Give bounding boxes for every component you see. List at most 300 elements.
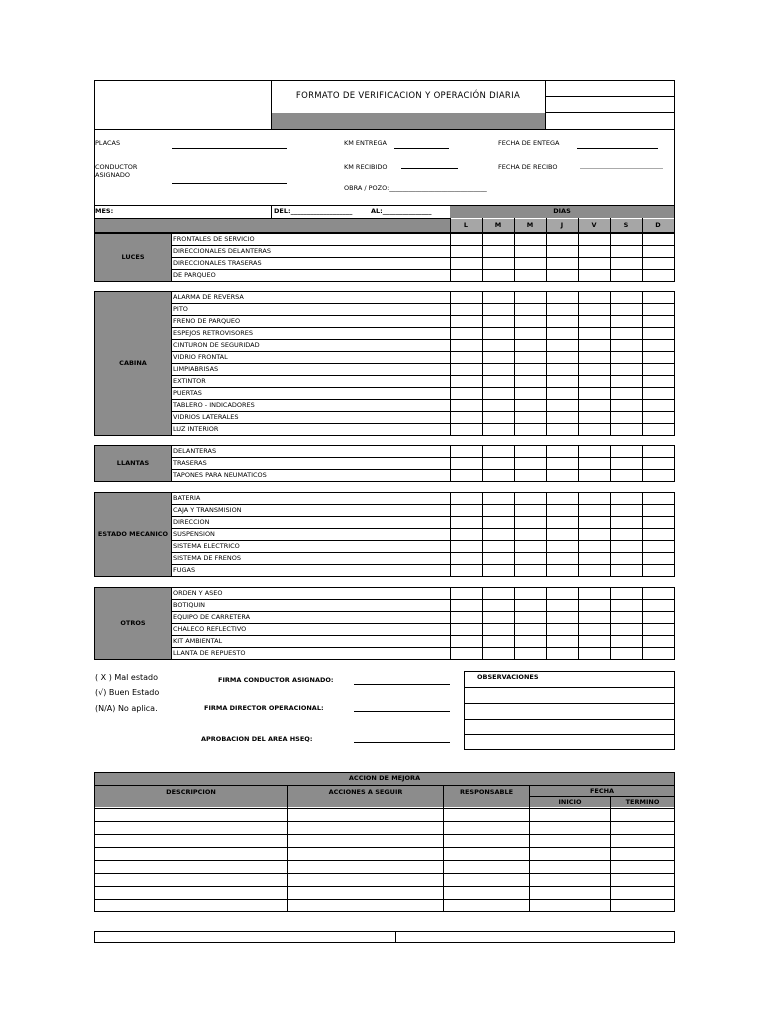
day-check-cell[interactable] bbox=[515, 388, 547, 400]
firma-conductor-line[interactable] bbox=[354, 684, 450, 685]
day-check-cell[interactable] bbox=[483, 470, 515, 482]
day-check-cell[interactable] bbox=[515, 446, 547, 458]
day-check-cell[interactable] bbox=[643, 258, 675, 270]
day-check-cell[interactable] bbox=[611, 258, 643, 270]
day-check-cell[interactable] bbox=[547, 565, 579, 577]
day-check-cell[interactable] bbox=[515, 400, 547, 412]
day-check-cell[interactable] bbox=[451, 364, 483, 376]
day-check-cell[interactable] bbox=[579, 541, 611, 553]
day-check-cell[interactable] bbox=[611, 493, 643, 505]
km-recibido-field[interactable] bbox=[401, 168, 458, 169]
day-check-cell[interactable] bbox=[515, 412, 547, 424]
day-check-cell[interactable] bbox=[451, 328, 483, 340]
day-check-cell[interactable] bbox=[547, 234, 579, 246]
day-check-cell[interactable] bbox=[515, 588, 547, 600]
day-check-cell[interactable] bbox=[643, 316, 675, 328]
day-check-cell[interactable] bbox=[451, 424, 483, 436]
day-check-cell[interactable] bbox=[611, 246, 643, 258]
day-check-cell[interactable] bbox=[451, 304, 483, 316]
day-check-cell[interactable] bbox=[579, 258, 611, 270]
day-check-cell[interactable] bbox=[579, 470, 611, 482]
day-check-cell[interactable] bbox=[611, 388, 643, 400]
day-check-cell[interactable] bbox=[579, 412, 611, 424]
day-check-cell[interactable] bbox=[483, 541, 515, 553]
day-check-cell[interactable] bbox=[451, 258, 483, 270]
day-header-2: M bbox=[526, 221, 534, 229]
day-check-cell[interactable] bbox=[579, 624, 611, 636]
day-check-cell[interactable] bbox=[611, 270, 643, 282]
day-check-cell[interactable] bbox=[643, 304, 675, 316]
day-check-cell[interactable] bbox=[579, 612, 611, 624]
day-check-cell[interactable] bbox=[611, 505, 643, 517]
day-check-cell[interactable] bbox=[579, 565, 611, 577]
day-check-cell[interactable] bbox=[579, 376, 611, 388]
day-check-cell[interactable] bbox=[579, 424, 611, 436]
day-check-cell[interactable] bbox=[611, 600, 643, 612]
mejora-row-line bbox=[94, 834, 675, 835]
day-check-cell[interactable] bbox=[643, 565, 675, 577]
day-check-cell[interactable] bbox=[547, 529, 579, 541]
checklist-item-label: TABLERO - INDICADORES bbox=[172, 400, 451, 412]
day-check-cell[interactable] bbox=[483, 292, 515, 304]
day-check-cell[interactable] bbox=[643, 376, 675, 388]
day-check-cell[interactable] bbox=[643, 636, 675, 648]
mejora-row-line bbox=[94, 873, 675, 874]
day-check-cell[interactable] bbox=[515, 541, 547, 553]
checklist-item-label: BOTIQUIN bbox=[172, 600, 451, 612]
day-check-cell[interactable] bbox=[483, 612, 515, 624]
day-check-cell[interactable] bbox=[547, 246, 579, 258]
day-check-cell[interactable] bbox=[483, 246, 515, 258]
observaciones-line[interactable] bbox=[464, 719, 675, 720]
day-check-cell[interactable] bbox=[643, 493, 675, 505]
day-check-cell[interactable] bbox=[611, 612, 643, 624]
aprobacion-hseq-line[interactable] bbox=[354, 742, 450, 743]
checklist-row bbox=[95, 553, 675, 565]
day-check-cell[interactable] bbox=[611, 553, 643, 565]
day-check-cell[interactable] bbox=[611, 446, 643, 458]
day-check-cell[interactable] bbox=[483, 340, 515, 352]
day-check-cell[interactable] bbox=[547, 316, 579, 328]
day-check-cell[interactable] bbox=[451, 400, 483, 412]
day-check-cell[interactable] bbox=[483, 400, 515, 412]
checklist-row bbox=[95, 424, 675, 436]
day-check-cell[interactable] bbox=[579, 304, 611, 316]
day-check-cell[interactable] bbox=[643, 648, 675, 660]
day-check-cell[interactable] bbox=[451, 541, 483, 553]
day-check-cell[interactable] bbox=[579, 270, 611, 282]
header-divider-right bbox=[545, 80, 546, 130]
day-check-cell[interactable] bbox=[579, 234, 611, 246]
day-check-cell[interactable] bbox=[483, 553, 515, 565]
checklist-item-label: SISTEMA ELECTRICO bbox=[172, 541, 451, 553]
day-divider bbox=[642, 218, 643, 233]
day-check-cell[interactable] bbox=[643, 529, 675, 541]
day-check-cell[interactable] bbox=[611, 424, 643, 436]
footer-box bbox=[94, 931, 675, 943]
day-check-cell[interactable] bbox=[451, 246, 483, 258]
day-check-cell[interactable] bbox=[483, 529, 515, 541]
day-check-cell[interactable] bbox=[643, 400, 675, 412]
day-check-cell[interactable] bbox=[451, 388, 483, 400]
checklist-row bbox=[95, 529, 675, 541]
checklist-item-label: DIRECCIONALES TRASERAS bbox=[172, 258, 451, 270]
day-check-cell[interactable] bbox=[515, 493, 547, 505]
day-check-cell[interactable] bbox=[547, 553, 579, 565]
day-check-cell[interactable] bbox=[483, 493, 515, 505]
day-check-cell[interactable] bbox=[643, 412, 675, 424]
km-entrega-label: KM ENTREGA bbox=[344, 139, 387, 147]
observaciones-line[interactable] bbox=[464, 703, 675, 704]
checklist-item-label: SISTEMA DE FRENOS bbox=[172, 553, 451, 565]
day-check-cell[interactable] bbox=[547, 493, 579, 505]
day-check-cell[interactable] bbox=[451, 600, 483, 612]
placas-field[interactable] bbox=[172, 148, 287, 149]
fecha-recibo-field[interactable] bbox=[580, 168, 663, 169]
footer-divider bbox=[395, 931, 396, 943]
mejora-row-line bbox=[94, 808, 675, 809]
day-check-cell[interactable] bbox=[515, 246, 547, 258]
day-check-cell[interactable] bbox=[547, 270, 579, 282]
termino-header: TERMINO bbox=[625, 798, 660, 806]
mejora-title: ACCION DE MEJORA bbox=[348, 774, 421, 782]
day-check-cell[interactable] bbox=[643, 446, 675, 458]
day-check-cell[interactable] bbox=[483, 424, 515, 436]
day-check-cell[interactable] bbox=[643, 328, 675, 340]
day-check-cell[interactable] bbox=[483, 517, 515, 529]
observaciones-label: OBSERVACIONES bbox=[477, 673, 539, 681]
day-check-cell[interactable] bbox=[579, 588, 611, 600]
checklist-item-label: ALARMA DE REVERSA bbox=[172, 292, 451, 304]
day-check-cell[interactable] bbox=[547, 412, 579, 424]
checklist-row bbox=[95, 458, 675, 470]
day-check-cell[interactable] bbox=[451, 316, 483, 328]
checklist-item-label: LIMPIABRISAS bbox=[172, 364, 451, 376]
day-check-cell[interactable] bbox=[547, 517, 579, 529]
day-check-cell[interactable] bbox=[515, 292, 547, 304]
day-check-cell[interactable] bbox=[611, 292, 643, 304]
day-check-cell[interactable] bbox=[515, 517, 547, 529]
day-check-cell[interactable] bbox=[611, 340, 643, 352]
km-entrega-field[interactable] bbox=[394, 148, 449, 149]
day-check-cell[interactable] bbox=[547, 376, 579, 388]
day-check-cell[interactable] bbox=[515, 612, 547, 624]
legend-na: (N/A) No aplica. bbox=[95, 704, 158, 713]
day-check-cell[interactable] bbox=[515, 458, 547, 470]
day-divider bbox=[514, 218, 515, 233]
day-check-cell[interactable] bbox=[515, 258, 547, 270]
day-check-cell[interactable] bbox=[579, 316, 611, 328]
day-check-cell[interactable] bbox=[451, 648, 483, 660]
day-check-cell[interactable] bbox=[451, 505, 483, 517]
checklist-row bbox=[95, 446, 675, 458]
section-luces bbox=[94, 233, 675, 282]
day-check-cell[interactable] bbox=[483, 388, 515, 400]
day-check-cell[interactable] bbox=[547, 612, 579, 624]
day-check-cell[interactable] bbox=[643, 270, 675, 282]
day-check-cell[interactable] bbox=[515, 553, 547, 565]
day-check-cell[interactable] bbox=[547, 340, 579, 352]
day-check-cell[interactable] bbox=[483, 624, 515, 636]
day-check-cell[interactable] bbox=[483, 270, 515, 282]
day-check-cell[interactable] bbox=[579, 648, 611, 660]
observaciones-line[interactable] bbox=[464, 687, 675, 688]
day-check-cell[interactable] bbox=[515, 424, 547, 436]
day-check-cell[interactable] bbox=[643, 600, 675, 612]
day-check-cell[interactable] bbox=[451, 470, 483, 482]
day-check-cell[interactable] bbox=[579, 505, 611, 517]
day-check-cell[interactable] bbox=[515, 529, 547, 541]
day-check-cell[interactable] bbox=[451, 553, 483, 565]
checklist-item-label: CHALECO REFLECTIVO bbox=[172, 624, 451, 636]
day-check-cell[interactable] bbox=[451, 612, 483, 624]
day-check-cell[interactable] bbox=[643, 246, 675, 258]
day-check-cell[interactable] bbox=[451, 493, 483, 505]
day-check-cell[interactable] bbox=[483, 588, 515, 600]
day-check-cell[interactable] bbox=[611, 316, 643, 328]
day-check-cell[interactable] bbox=[483, 316, 515, 328]
day-check-cell[interactable] bbox=[515, 624, 547, 636]
day-check-cell[interactable] bbox=[547, 424, 579, 436]
day-check-cell[interactable] bbox=[579, 292, 611, 304]
day-check-cell[interactable] bbox=[547, 588, 579, 600]
day-check-cell[interactable] bbox=[547, 400, 579, 412]
day-check-cell[interactable] bbox=[579, 364, 611, 376]
day-check-cell[interactable] bbox=[643, 541, 675, 553]
day-check-cell[interactable] bbox=[515, 328, 547, 340]
day-check-cell[interactable] bbox=[515, 270, 547, 282]
section-label: LLANTAS bbox=[95, 446, 172, 482]
firma-conductor-label: FIRMA CONDUCTOR ASIGNADO: bbox=[218, 676, 334, 684]
checklist-row bbox=[95, 376, 675, 388]
day-check-cell[interactable] bbox=[547, 258, 579, 270]
day-check-cell[interactable] bbox=[579, 529, 611, 541]
day-check-cell[interactable] bbox=[451, 636, 483, 648]
day-check-cell[interactable] bbox=[451, 565, 483, 577]
day-check-cell[interactable] bbox=[451, 376, 483, 388]
checklist-item-label: CAJA Y TRANSMISION bbox=[172, 505, 451, 517]
checklist-item-label: EQUIPO DE CARRETERA bbox=[172, 612, 451, 624]
day-check-cell[interactable] bbox=[611, 376, 643, 388]
day-check-cell[interactable] bbox=[547, 648, 579, 660]
day-check-cell[interactable] bbox=[643, 352, 675, 364]
day-check-cell[interactable] bbox=[643, 292, 675, 304]
day-check-cell[interactable] bbox=[451, 292, 483, 304]
day-check-cell[interactable] bbox=[515, 505, 547, 517]
observaciones-line[interactable] bbox=[464, 734, 675, 735]
conductor-field[interactable] bbox=[172, 183, 287, 184]
day-check-cell[interactable] bbox=[515, 352, 547, 364]
day-check-cell[interactable] bbox=[451, 234, 483, 246]
day-check-cell[interactable] bbox=[643, 364, 675, 376]
day-check-cell[interactable] bbox=[483, 258, 515, 270]
day-check-cell[interactable] bbox=[611, 352, 643, 364]
day-check-cell[interactable] bbox=[515, 340, 547, 352]
day-check-cell[interactable] bbox=[547, 600, 579, 612]
checklist-item-label: DE PARQUEO bbox=[172, 270, 451, 282]
firma-director-line[interactable] bbox=[354, 711, 450, 712]
checklist-row bbox=[95, 234, 675, 246]
legend-mal: ( X ) Mal estado bbox=[95, 673, 159, 682]
day-check-cell[interactable] bbox=[515, 636, 547, 648]
day-check-cell[interactable] bbox=[451, 517, 483, 529]
day-check-cell[interactable] bbox=[451, 624, 483, 636]
conductor-label: CONDUCTOR ASIGNADO bbox=[95, 163, 138, 179]
day-check-cell[interactable] bbox=[579, 246, 611, 258]
day-check-cell[interactable] bbox=[451, 458, 483, 470]
day-check-cell[interactable] bbox=[483, 565, 515, 577]
day-check-cell[interactable] bbox=[611, 304, 643, 316]
day-check-cell[interactable] bbox=[547, 304, 579, 316]
day-check-cell[interactable] bbox=[611, 648, 643, 660]
day-check-cell[interactable] bbox=[643, 234, 675, 246]
day-check-cell[interactable] bbox=[483, 328, 515, 340]
day-check-cell[interactable] bbox=[611, 541, 643, 553]
day-check-cell[interactable] bbox=[547, 446, 579, 458]
day-check-cell[interactable] bbox=[451, 588, 483, 600]
day-check-cell[interactable] bbox=[515, 234, 547, 246]
checklist-row bbox=[95, 541, 675, 553]
day-check-cell[interactable] bbox=[483, 234, 515, 246]
day-check-cell[interactable] bbox=[579, 352, 611, 364]
checklist-row bbox=[95, 648, 675, 660]
day-check-cell[interactable] bbox=[547, 505, 579, 517]
title-shade-bar bbox=[272, 113, 545, 129]
day-check-cell[interactable] bbox=[547, 352, 579, 364]
day-check-cell[interactable] bbox=[611, 636, 643, 648]
day-check-cell[interactable] bbox=[483, 412, 515, 424]
day-check-cell[interactable] bbox=[547, 292, 579, 304]
fecha-entrega-label: FECHA DE ENTEGA bbox=[498, 139, 560, 147]
day-header-6: D bbox=[655, 221, 661, 229]
checklist-row bbox=[95, 493, 675, 505]
day-check-cell[interactable] bbox=[483, 648, 515, 660]
day-header-4: V bbox=[591, 221, 597, 229]
day-check-cell[interactable] bbox=[547, 328, 579, 340]
checklist-item-label: FUGAS bbox=[172, 565, 451, 577]
day-check-cell[interactable] bbox=[579, 517, 611, 529]
day-check-cell[interactable] bbox=[643, 624, 675, 636]
inicio-header: INICIO bbox=[558, 798, 582, 806]
day-check-cell[interactable] bbox=[483, 600, 515, 612]
day-check-cell[interactable] bbox=[611, 517, 643, 529]
day-check-cell[interactable] bbox=[579, 493, 611, 505]
checklist-row bbox=[95, 292, 675, 304]
responsable-header: RESPONSABLE bbox=[459, 788, 514, 796]
day-check-cell[interactable] bbox=[579, 340, 611, 352]
day-check-cell[interactable] bbox=[515, 364, 547, 376]
day-check-cell[interactable] bbox=[451, 446, 483, 458]
day-check-cell[interactable] bbox=[611, 470, 643, 482]
day-check-cell[interactable] bbox=[483, 458, 515, 470]
day-check-cell[interactable] bbox=[451, 352, 483, 364]
day-check-cell[interactable] bbox=[547, 636, 579, 648]
section-label: LUCES bbox=[95, 234, 172, 282]
day-check-cell[interactable] bbox=[515, 600, 547, 612]
fecha-entrega-field[interactable] bbox=[577, 148, 658, 149]
day-check-cell[interactable] bbox=[515, 304, 547, 316]
day-check-cell[interactable] bbox=[611, 412, 643, 424]
mes-label: MES: bbox=[95, 207, 114, 215]
day-check-cell[interactable] bbox=[547, 458, 579, 470]
dias-label: DIAS bbox=[553, 207, 571, 215]
day-check-cell[interactable] bbox=[515, 470, 547, 482]
day-check-cell[interactable] bbox=[643, 517, 675, 529]
day-check-cell[interactable] bbox=[483, 304, 515, 316]
checklist-row bbox=[95, 246, 675, 258]
fecha-recibo-label: FECHA DE RECIBO bbox=[498, 163, 558, 171]
day-check-cell[interactable] bbox=[643, 458, 675, 470]
day-check-cell[interactable] bbox=[643, 388, 675, 400]
day-check-cell[interactable] bbox=[579, 328, 611, 340]
checklist-item-label: SUSPENSION bbox=[172, 529, 451, 541]
section-estado-mecanico bbox=[94, 492, 675, 577]
day-check-cell[interactable] bbox=[643, 505, 675, 517]
day-check-cell[interactable] bbox=[579, 400, 611, 412]
day-check-cell[interactable] bbox=[515, 648, 547, 660]
mejora-line bbox=[529, 796, 675, 797]
day-check-cell[interactable] bbox=[483, 352, 515, 364]
day-check-cell[interactable] bbox=[547, 541, 579, 553]
day-check-cell[interactable] bbox=[611, 364, 643, 376]
fecha-header: FECHA bbox=[589, 787, 615, 795]
day-check-cell[interactable] bbox=[579, 446, 611, 458]
day-check-cell[interactable] bbox=[547, 470, 579, 482]
day-check-cell[interactable] bbox=[451, 340, 483, 352]
day-check-cell[interactable] bbox=[611, 234, 643, 246]
day-check-cell[interactable] bbox=[643, 612, 675, 624]
day-check-cell[interactable] bbox=[579, 600, 611, 612]
day-check-cell[interactable] bbox=[579, 636, 611, 648]
day-check-cell[interactable] bbox=[483, 505, 515, 517]
day-check-cell[interactable] bbox=[579, 388, 611, 400]
acciones-header: ACCIONES A SEGUIR bbox=[328, 788, 403, 796]
legend-buen: (√) Buen Estado bbox=[95, 688, 160, 697]
day-check-cell[interactable] bbox=[611, 624, 643, 636]
day-check-cell[interactable] bbox=[611, 565, 643, 577]
day-check-cell[interactable] bbox=[643, 588, 675, 600]
day-check-cell[interactable] bbox=[483, 636, 515, 648]
day-check-cell[interactable] bbox=[579, 553, 611, 565]
day-check-cell[interactable] bbox=[643, 340, 675, 352]
checklist-row bbox=[95, 600, 675, 612]
day-check-cell[interactable] bbox=[515, 565, 547, 577]
day-check-cell[interactable] bbox=[451, 270, 483, 282]
checklist-item-label: FRONTALES DE SERVICIO bbox=[172, 234, 451, 246]
day-check-cell[interactable] bbox=[579, 458, 611, 470]
day-check-cell[interactable] bbox=[547, 388, 579, 400]
day-check-cell[interactable] bbox=[451, 529, 483, 541]
day-check-cell[interactable] bbox=[643, 553, 675, 565]
day-check-cell[interactable] bbox=[547, 364, 579, 376]
day-check-cell[interactable] bbox=[611, 328, 643, 340]
day-check-cell[interactable] bbox=[483, 364, 515, 376]
day-check-cell[interactable] bbox=[451, 412, 483, 424]
day-check-cell[interactable] bbox=[643, 470, 675, 482]
day-check-cell[interactable] bbox=[611, 400, 643, 412]
day-check-cell[interactable] bbox=[611, 458, 643, 470]
mejora-row-line bbox=[94, 860, 675, 861]
day-check-cell[interactable] bbox=[611, 529, 643, 541]
day-check-cell[interactable] bbox=[483, 446, 515, 458]
day-check-cell[interactable] bbox=[515, 316, 547, 328]
day-check-cell[interactable] bbox=[547, 624, 579, 636]
day-check-cell[interactable] bbox=[611, 588, 643, 600]
day-check-cell[interactable] bbox=[643, 424, 675, 436]
day-check-cell[interactable] bbox=[483, 376, 515, 388]
section-otros bbox=[94, 587, 675, 660]
day-check-cell[interactable] bbox=[515, 376, 547, 388]
